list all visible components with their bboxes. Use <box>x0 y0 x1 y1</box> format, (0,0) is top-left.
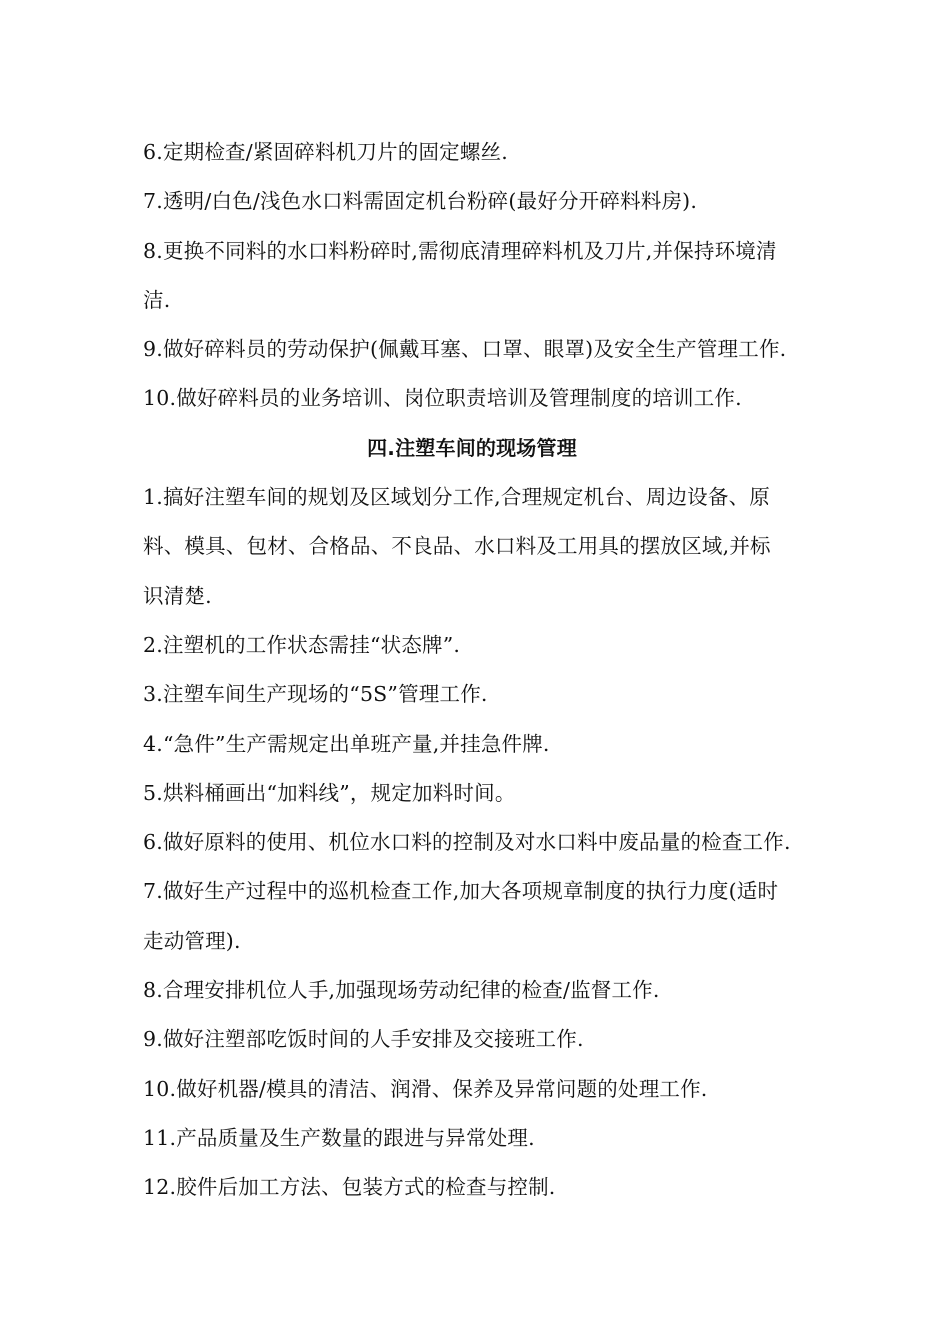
list-item: 9.做好注塑部吃饭时间的人手安排及交接班工作. <box>143 1027 584 1052</box>
document-body <box>143 128 853 1213</box>
list-item: 10.做好机器/模具的清洁、润滑、保养及异常问题的处理工作. <box>143 1076 708 1101</box>
list-item: 7.透明/白色/浅色水口料需固定机台粉碎(最好分开碎料料房). <box>143 189 698 214</box>
list-item: 12.胶件后加工方法、包装方式的检查与控制. <box>143 1175 556 1200</box>
list-item: 6.做好原料的使用、机位水口料的控制及对水口料中废品量的检查工作. <box>143 830 791 855</box>
list-item: 7.做好生产过程中的巡机检查工作,加大各项规章制度的执行力度(适时 <box>143 879 779 904</box>
list-item: 8.更换不同料的水口料粉碎时,需彻底清理碎料机及刀片,并保持环境清 <box>143 238 777 263</box>
list-item-continuation: 料、模具、包材、合格品、不良品、水口料及工用具的摆放区域,并标 <box>143 534 771 559</box>
list-item-continuation: 识清楚. <box>143 583 212 608</box>
list-item-continuation: 走动管理). <box>143 928 241 953</box>
list-item: 6.定期检查/紧固碎料机刀片的固定螺丝. <box>143 140 508 164</box>
list-item: 9.做好碎料员的劳动保护(佩戴耳塞、口罩、眼罩)及安全生产管理工作. <box>143 337 787 362</box>
list-item: 10.做好碎料员的业务培训、岗位职责培训及管理制度的培训工作. <box>143 386 742 411</box>
list-item: 8.合理安排机位人手,加强现场劳动纪律的检查/监督工作. <box>143 978 660 1003</box>
section-heading: 四.注塑车间的现场管理 <box>367 435 577 460</box>
list-item: 4.“急件”生产需规定出单班产量,并挂急件牌. <box>143 731 550 756</box>
list-item: 5.烘料桶画出“加料线”，规定加料时间。 <box>143 780 516 805</box>
list-item: 3.注塑车间生产现场的“5S”管理工作. <box>143 682 488 707</box>
list-item-continuation: 洁. <box>143 287 171 312</box>
list-item: 1.搞好注塑车间的规划及区域划分工作,合理规定机台、周边设备、原 <box>143 485 770 510</box>
list-item: 2.注塑机的工作状态需挂“状态牌”. <box>143 632 461 657</box>
list-item: 11.产品质量及生产数量的跟进与异常处理. <box>143 1125 535 1150</box>
